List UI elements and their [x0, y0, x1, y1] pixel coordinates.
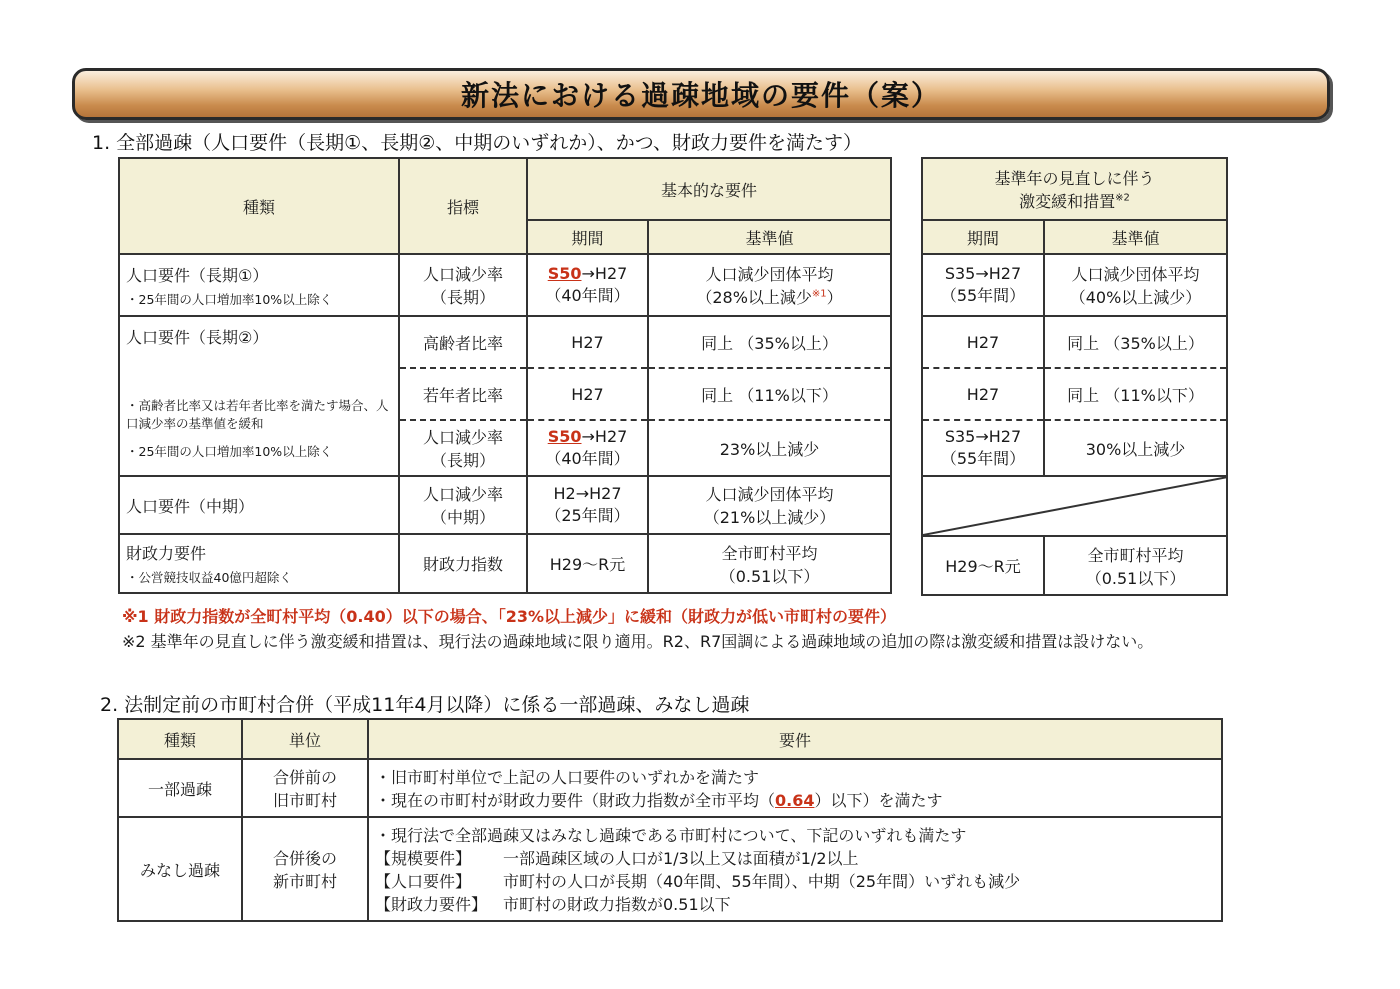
fiscal-threshold-highlight: 0.64 — [775, 791, 815, 810]
m-standard-youth: 同上 （11%以下） — [1044, 368, 1227, 420]
period-long1: S50→H27 （40年間） — [527, 254, 648, 316]
standard-long1: 人口減少団体平均 （28%以上減少$^{※1}$） — [648, 254, 891, 316]
deemed-kind: みなし過疎 — [118, 817, 242, 921]
indicator-fiscal: 財政力指数 — [399, 534, 527, 593]
footnote-mark-1: ※1 — [811, 288, 827, 300]
period-long2-decline: S50→H27 （40年間） — [527, 420, 648, 476]
period-mid: H2→H27 （25年間） — [527, 476, 648, 534]
m-mid-not-applicable — [922, 476, 1227, 536]
mitigation-table — [921, 157, 1228, 596]
m2-header-kind: 種類 — [118, 719, 242, 759]
m-period-fiscal: H29～R元 — [922, 536, 1044, 595]
m-standard-long1: 人口減少団体平均 （40%以上減少） — [1044, 254, 1227, 316]
indicator-mid: 人口減少率 （中期） — [399, 476, 527, 534]
header-indicator: 指標 — [399, 158, 527, 254]
period-elderly: H27 — [527, 316, 648, 368]
deemed-unit: 合併後の 新市町村 — [242, 817, 368, 921]
indicator-youth: 若年者比率 — [399, 368, 527, 420]
standard-youth: 同上 （11%以下） — [648, 368, 891, 420]
kind-fiscal: 財政力要件 ・公営競技収益40億円超除く — [119, 534, 399, 593]
merger-table — [117, 718, 1223, 922]
m-standard-long2-decline: 30%以上減少 — [1044, 420, 1227, 476]
header-m-standard: 基準値 — [1044, 220, 1227, 254]
note-long2-b: ・25年間の人口増加率10%以上除く — [126, 444, 333, 459]
standard-long2-decline: 23%以上減少 — [648, 420, 891, 476]
indicator-long1: 人口減少率 （長期） — [399, 254, 527, 316]
note-fiscal: ・公営競技収益40億円超除く — [126, 570, 292, 585]
m-standard-fiscal: 全市町村平均 （0.51以下） — [1044, 536, 1227, 595]
partial-unit: 合併前の 旧市町村 — [242, 759, 368, 817]
partial-kind: 一部過疎 — [118, 759, 242, 817]
title-banner — [72, 68, 1330, 120]
m-period-long1: S35→H27 （55年間） — [922, 254, 1044, 316]
note-long1: ・25年間の人口増加率10%以上除く — [126, 291, 333, 307]
header-mitigation: 基準年の見直しに伴う 激変緩和措置$^{※2}$ — [922, 158, 1227, 220]
footnote-2: ※2 基準年の見直しに伴う激変緩和措置は、現行法の過疎地域に限り適用。R2、R7国調による過疎地域の追加の際は激変緩和措置は設けない。 — [122, 632, 1154, 651]
m-period-elderly: H27 — [922, 316, 1044, 368]
page-title: 新法における過疎地域の要件（案） — [460, 79, 941, 112]
header-basic: 基本的な要件 — [527, 158, 891, 220]
m-period-long2-decline: S35→H27 （55年間） — [922, 420, 1044, 476]
header-standard: 基準値 — [648, 220, 891, 254]
standard-mid: 人口減少団体平均 （21%以上減少） — [648, 476, 891, 534]
kind-long1: 人口要件（長期①） ・25年間の人口増加率10%以上除く — [119, 254, 399, 316]
section2-heading: 2. 法制定前の市町村合併（平成11年4月以降）に係る一部過疎、みなし過疎 — [100, 694, 750, 716]
period-fiscal: H29～R元 — [527, 534, 648, 593]
header-kind: 種類 — [119, 158, 399, 254]
header-period: 期間 — [527, 220, 648, 254]
period-youth: H27 — [527, 368, 648, 420]
standard-elderly: 同上 （35%以上） — [648, 316, 891, 368]
m-standard-elderly: 同上 （35%以上） — [1044, 316, 1227, 368]
partial-requirements: ・旧市町村単位で上記の人口要件のいずれかを満たす ・現在の市町村が財政力要件（財政力指数が全市平均（0.64）以下）を満たす — [368, 759, 1222, 817]
note-long2-a: ・高齢者比率又は若年者比率を満たす場合、人口減少率の基準値を緩和 — [126, 398, 389, 431]
kind-long2: 人口要件（長期②） ・高齢者比率又は若年者比率を満たす場合、人口減少率の基準値を緩和 ・25年間の人口増加率10%以上除く — [119, 316, 399, 476]
indicator-elderly: 高齢者比率 — [399, 316, 527, 368]
deemed-requirements: ・現行法で全部過疎又はみなし過疎である市町村について、下記のいずれも満たす 【規模要件】 一部過疎区域の人口が1/3以上又は面積が1/2以上 【人口要件】 市町村の人口が長期（40年間、55年間）、中期（25年間）いずれも減少 【財政力要件】 市町村の財政力指数が0.51以下 — [368, 817, 1222, 921]
footnote-1: ※1 財政力指数が全町村平均（0.40）以下の場合、「23%以上減少」に緩和（財政力が低い市町村の要件） — [122, 607, 897, 626]
header-m-period: 期間 — [922, 220, 1044, 254]
indicator-long2-decline: 人口減少率 （長期） — [399, 420, 527, 476]
m2-header-req: 要件 — [368, 719, 1222, 759]
m2-header-unit: 単位 — [242, 719, 368, 759]
basic-requirements-table — [118, 157, 892, 594]
section1-heading: 1. 全部過疎（人口要件（長期①、長期②、中期のいずれか）、かつ、財政力要件を満たす） — [92, 132, 862, 154]
kind-mid: 人口要件（中期） — [119, 476, 399, 534]
diagonal-strike — [923, 477, 1227, 535]
period-s50: S50 — [547, 264, 582, 283]
m-period-youth: H27 — [922, 368, 1044, 420]
standard-fiscal: 全市町村平均 （0.51以下） — [648, 534, 891, 593]
